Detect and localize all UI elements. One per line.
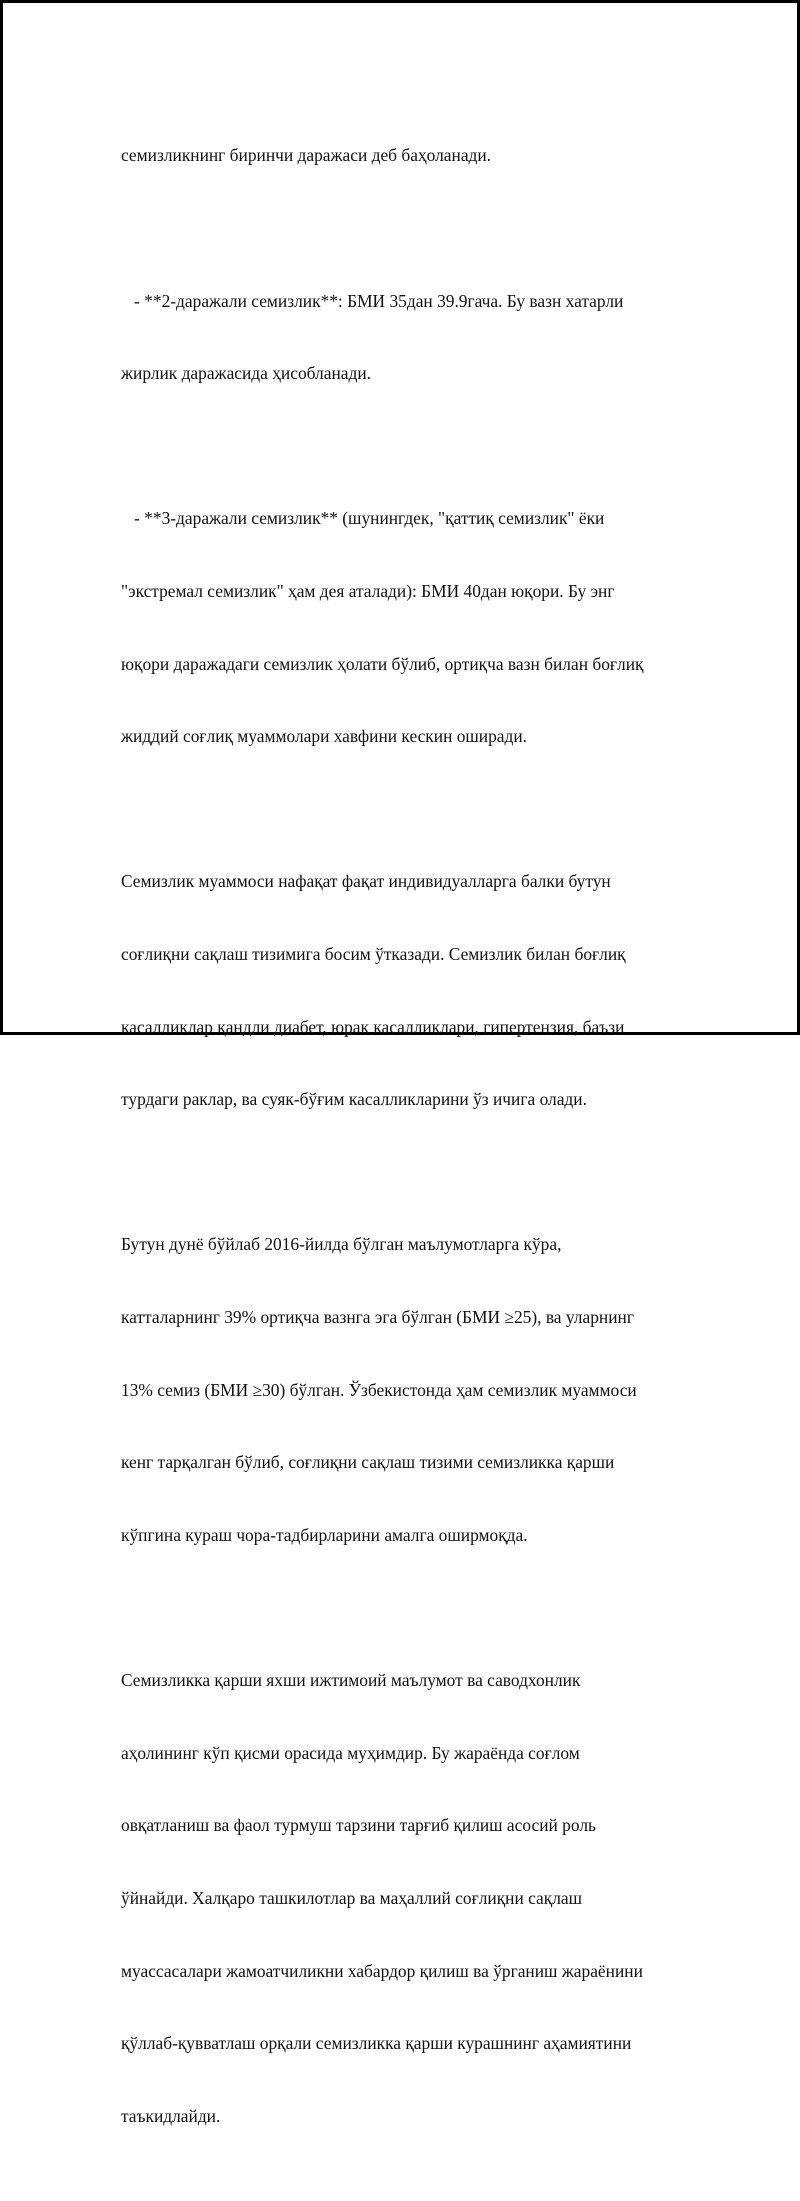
text-line: жирлик даражасида ҳисобланади. bbox=[121, 363, 371, 384]
text-line: ўйнайди. Халқаро ташкилотлар ва маҳаллий соғлиқни сақлаш bbox=[121, 1887, 582, 1908]
text-line: овқатланиш ва фаол турмуш тарзини тарғиб қилиш асосий роль bbox=[121, 1815, 596, 1836]
text-line: Бутун дунё бўйлаб 2016-йилда бўлган маълумотларга кўра, bbox=[121, 1234, 562, 1255]
paragraph-public-awareness bbox=[121, 1620, 711, 2177]
text-line: муассасалари жамоатчиликни хабардор қилиш ва ўрганиш жараёнини bbox=[121, 1960, 643, 1981]
text-line: семизликнинг биринчи даражаси деб баҳоланади. bbox=[121, 145, 492, 166]
text-line: - **3-даражали семизлик** (шунингдек, "қаттиқ семизлик" ёки bbox=[121, 508, 605, 529]
text-line: "экстремал семизлик" ҳам дея аталади): БМИ 40дан юқори. Бу энг bbox=[121, 581, 615, 602]
text-line: кенг тарқалган бўлиб, соғлиқни сақлаш тизими семизликка қарши bbox=[121, 1452, 615, 1473]
paragraph-obesity-grade-1 bbox=[121, 95, 711, 216]
text-line: турдаги раклар, ва суяк-бўғим касалликларини ўз ичига олади. bbox=[121, 1089, 587, 1110]
text-line: Семизликка қарши яхши ижтимоий маълумот ва саводхонлик bbox=[121, 1670, 581, 1691]
text-line: кўпгина кураш чора-тадбирларини амалга оширмоқда. bbox=[121, 1524, 528, 1545]
text-line: қўллаб-қувватлаш орқали семизликка қарши курашнинг аҳамиятини bbox=[121, 2033, 632, 2054]
document-body bbox=[121, 95, 711, 2201]
text-line: 13% семиз (БМИ ≥30) бўлган. Ўзбекистонда ҳам семизлик муаммоси bbox=[121, 1379, 637, 1400]
text-line: таъкидлайди. bbox=[121, 2105, 221, 2126]
text-line: катталарнинг 39% ортиқча вазнга эга бўлган (БМИ ≥25), ва уларнинг bbox=[121, 1307, 634, 1328]
text-line: Семизлик муаммоси нафақат фақат индивидуалларга балки бутун bbox=[121, 871, 611, 892]
paragraph-obesity-grade-2 bbox=[121, 240, 711, 434]
paragraph-obesity-grade-3 bbox=[121, 458, 711, 797]
text-line: соғлиқни сақлаш тизимига босим ўтказади. Семизлик билан боғлиқ bbox=[121, 944, 626, 965]
text-line: жиддий соғлиқ муаммолари хавфини кескин оширади. bbox=[121, 726, 528, 747]
text-line: - **2-даражали семизлик**: БМИ 35дан 39.9гача. Бу вазн хатарли bbox=[121, 290, 624, 311]
text-line: юқори даражадаги семизлик ҳолати бўлиб, ортиқча вазн билан боғлиқ bbox=[121, 653, 644, 674]
paragraph-global-statistics bbox=[121, 1184, 711, 1595]
paragraph-health-system-burden bbox=[121, 821, 711, 1160]
text-line: аҳолининг кўп қисми орасида муҳимдир. Бу жараёнда соғлом bbox=[121, 1742, 580, 1763]
text-line: касалликлар қандли диабет, юрак касалликлари, гипертензия, баъзи bbox=[121, 1016, 625, 1037]
